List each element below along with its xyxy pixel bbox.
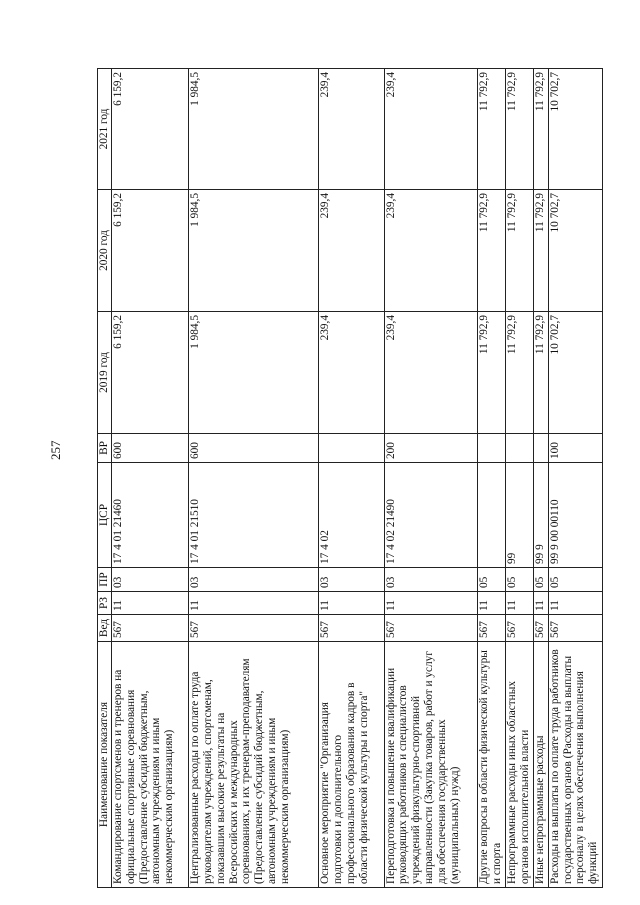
header-row xyxy=(98,69,112,888)
row-vr xyxy=(505,434,533,463)
row-ved: 567 xyxy=(477,615,505,642)
header-2020: 2020 год xyxy=(98,190,112,312)
row-vr: 200 xyxy=(384,434,477,463)
row-2021: 10 702,7 xyxy=(548,69,602,190)
row-name: Командирование спортсменов и тренеров на официальные спортивные соревнования (Предоставление субсидий бюджетным, автономным учреждениям и иным некоммерческим организациям) xyxy=(112,642,189,888)
header-2021: 2021 год xyxy=(98,69,112,190)
row-rz: 11 xyxy=(112,592,189,615)
row-rz: 11 xyxy=(189,592,319,615)
row-pr: 05 xyxy=(477,568,505,592)
row-ved: 567 xyxy=(189,615,319,642)
row-2019: 239,4 xyxy=(384,312,477,434)
budget-table-container xyxy=(97,69,603,888)
header-rz: РЗ xyxy=(98,592,112,615)
table-row xyxy=(477,69,505,888)
row-csr: 17 4 01 21460 xyxy=(112,463,189,568)
table-row xyxy=(189,69,319,888)
header-vr: ВР xyxy=(98,434,112,463)
row-2020: 11 792,9 xyxy=(505,190,533,312)
row-2021: 6 159,2 xyxy=(112,69,189,190)
row-2019: 11 792,9 xyxy=(505,312,533,434)
row-2019: 10 702,7 xyxy=(548,312,602,434)
row-2020: 11 792,9 xyxy=(477,190,505,312)
row-name: Иные непрограммные расходы xyxy=(533,642,548,888)
row-2020: 1 984,5 xyxy=(189,190,319,312)
row-ved: 567 xyxy=(319,615,384,642)
header-name: Наименование показателя xyxy=(98,642,112,888)
row-name: Другие вопросы в области физической культуры и спорта xyxy=(477,642,505,888)
row-pr: 05 xyxy=(548,568,602,592)
row-csr xyxy=(477,463,505,568)
row-2021: 239,4 xyxy=(384,69,477,190)
header-pr: ПР xyxy=(98,568,112,592)
row-name: Основное мероприятие "Организация подготовки и дополнительного профессионального образования кадров в области физической культуры и спорта" xyxy=(319,642,384,888)
row-2020: 239,4 xyxy=(319,190,384,312)
page-number: 257 xyxy=(48,440,63,460)
row-vr xyxy=(533,434,548,463)
header-ved: Вед xyxy=(98,615,112,642)
row-csr: 17 4 01 21510 xyxy=(189,463,319,568)
budget-table xyxy=(97,68,603,888)
row-rz: 11 xyxy=(548,592,602,615)
table-row xyxy=(112,69,189,888)
row-csr: 99 9 xyxy=(533,463,548,568)
table-row xyxy=(319,69,384,888)
row-vr: 600 xyxy=(112,434,189,463)
row-csr: 17 4 02 21490 xyxy=(384,463,477,568)
row-ved: 567 xyxy=(548,615,602,642)
row-2020: 6 159,2 xyxy=(112,190,189,312)
header-csr: ЦСР xyxy=(98,463,112,568)
row-rz: 11 xyxy=(533,592,548,615)
row-pr: 05 xyxy=(533,568,548,592)
row-2019: 11 792,9 xyxy=(477,312,505,434)
row-name: Централизованные расходы по оплате труда руководителям учреждений, спортсменам, показавшим высокие результаты на Всероссийских и международных соревнованиях, и их тренерам-преподавателям (Предоставление субсидий бюджетным, автономным учреждениям и иным некоммерческим организациям) xyxy=(189,642,319,888)
row-2020: 239,4 xyxy=(384,190,477,312)
table-row xyxy=(384,69,477,888)
header-2019: 2019 год xyxy=(98,312,112,434)
row-vr xyxy=(477,434,505,463)
row-pr: 03 xyxy=(112,568,189,592)
row-rz: 11 xyxy=(319,592,384,615)
row-2019: 11 792,9 xyxy=(533,312,548,434)
row-name: Расходы на выплаты по оплате труда работников государственных органов (Расходы на выплаты персоналу в целях обеспечения выполнения функций xyxy=(548,642,602,888)
row-pr: 05 xyxy=(505,568,533,592)
row-2021: 11 792,9 xyxy=(533,69,548,190)
table-row xyxy=(505,69,533,888)
row-2021: 11 792,9 xyxy=(505,69,533,190)
row-pr: 03 xyxy=(189,568,319,592)
row-name: Переподготовка и повышение квалификации руководящих работников и специалистов учреждений физкультурно-спортивной направленности (Закупка товаров, работ и услуг для обеспечения государственных (муниципальных) нужд) xyxy=(384,642,477,888)
table-row xyxy=(533,69,548,888)
row-vr: 100 xyxy=(548,434,602,463)
row-2021: 1 984,5 xyxy=(189,69,319,190)
row-2019: 6 159,2 xyxy=(112,312,189,434)
row-name: Непрограммные расходы иных областных органов исполнительной власти xyxy=(505,642,533,888)
row-rz: 11 xyxy=(384,592,477,615)
row-2020: 10 702,7 xyxy=(548,190,602,312)
row-vr: 600 xyxy=(189,434,319,463)
row-pr: 03 xyxy=(319,568,384,592)
row-2021: 11 792,9 xyxy=(477,69,505,190)
row-ved: 567 xyxy=(384,615,477,642)
table-row xyxy=(548,69,602,888)
row-vr xyxy=(319,434,384,463)
row-csr: 99 xyxy=(505,463,533,568)
row-rz: 11 xyxy=(505,592,533,615)
row-2019: 1 984,5 xyxy=(189,312,319,434)
row-pr: 03 xyxy=(384,568,477,592)
row-ved: 567 xyxy=(505,615,533,642)
row-ved: 567 xyxy=(533,615,548,642)
row-ved: 567 xyxy=(112,615,189,642)
row-rz: 11 xyxy=(477,592,505,615)
row-2020: 11 792,9 xyxy=(533,190,548,312)
row-2021: 239,4 xyxy=(319,69,384,190)
row-csr: 17 4 02 xyxy=(319,463,384,568)
row-2019: 239,4 xyxy=(319,312,384,434)
row-csr: 99 9 00 00110 xyxy=(548,463,602,568)
